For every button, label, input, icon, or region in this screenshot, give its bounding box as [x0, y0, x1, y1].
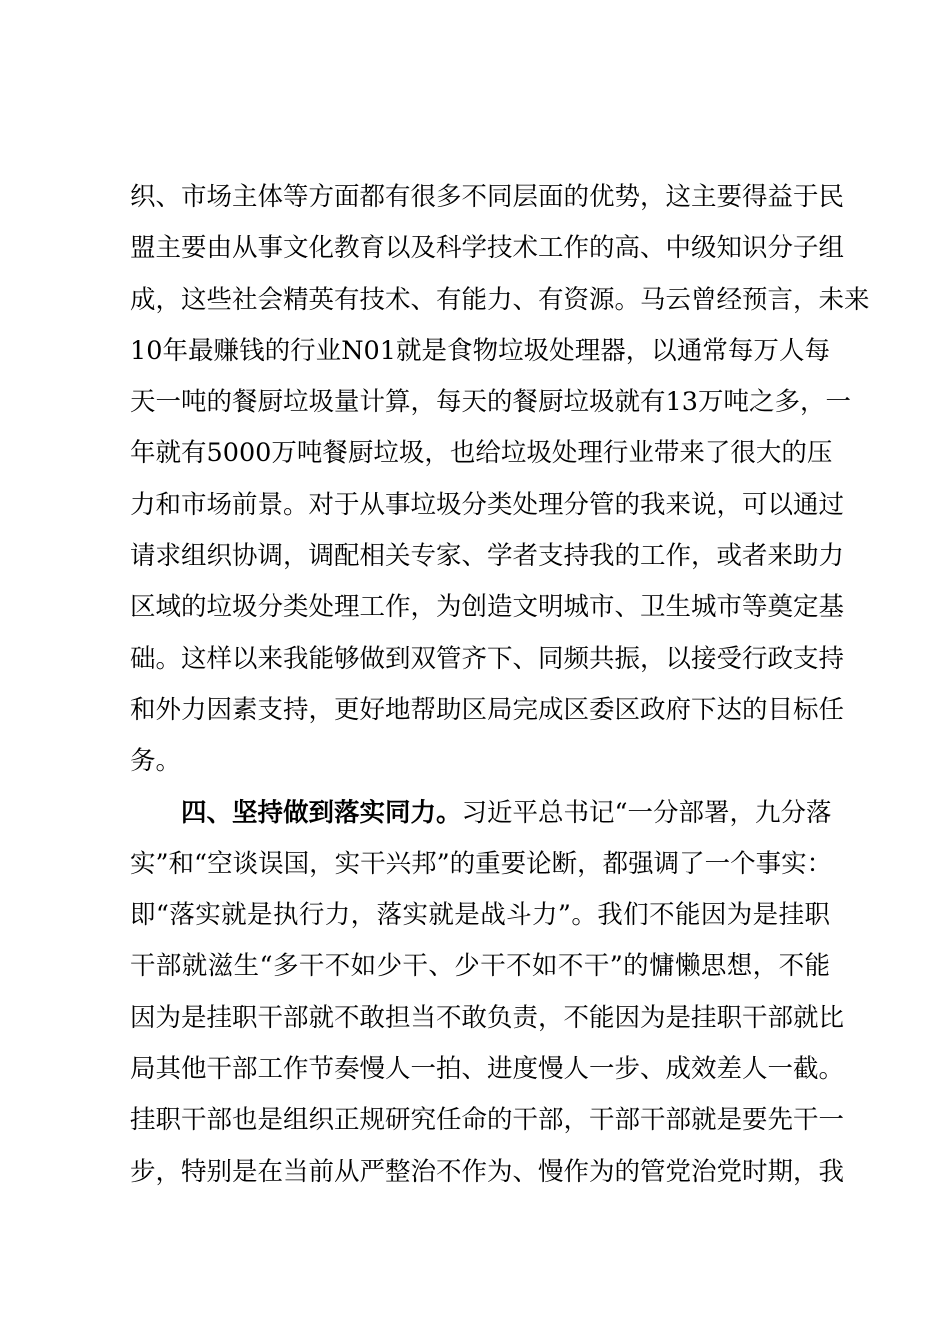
text-line: 和外力因素支持，更好地帮助区局完成区委区政府下达的目标任 — [130, 694, 845, 725]
section-heading: 四、坚持做到落实同力。 — [181, 797, 462, 828]
paragraph-section-four — [130, 788, 845, 1198]
text-line: 础。这样以来我能够做到双管齐下、同频共振，以接受行政支持 — [130, 643, 845, 674]
text-line: 请求组织协调，调配相关专家、学者支持我的工作，或者来助力 — [130, 541, 845, 572]
text-line — [130, 788, 830, 839]
text-line: 织、市场主体等方面都有很多不同层面的优势，这主要得益于民 — [130, 182, 845, 212]
text-line: 实”和“空谈误国，实干兴邦”的重要论断，都强调了一个事实： — [130, 848, 833, 879]
text-line: 10年最赚钱的行业N01就是食物垃圾处理器，以通常每万人每 — [130, 335, 830, 366]
text-line: 挂职干部也是组织正规研究任命的干部，干部干部就是要先干一 — [130, 1105, 845, 1136]
text-line: 天一吨的餐厨垃圾量计算，每天的餐厨垃圾就有13万吨之多，一 — [130, 387, 851, 418]
text-line: 即“落实就是执行力，落实就是战斗力”。我们不能因为是挂职 — [130, 900, 830, 931]
heading-line-rest: 习近平总书记“一分部署，九分落 — [461, 797, 832, 828]
text-line: 区域的垃圾分类处理工作，为创造文明城市、卫生城市等奠定基 — [130, 592, 845, 623]
text-line: 步，特别是在当前从严整治不作为、慢作为的管党治党时期，我 — [130, 1156, 845, 1187]
paragraph-continuation — [130, 172, 870, 788]
text-line: 年就有5000万吨餐厨垃圾，也给垃圾处理行业带来了很大的压 — [130, 438, 833, 469]
body-text — [130, 172, 870, 1198]
text-line: 力和市场前景。对于从事垃圾分类处理分管的我来说，可以通过 — [130, 489, 845, 520]
text-line: 因为是挂职干部就不敢担当不敢负责，不能因为是挂职干部就比 — [130, 1002, 845, 1033]
text-line: 干部就滋生“多干不如少干、少干不如不干”的慵懒思想，不能 — [130, 951, 830, 982]
text-line: 局其他干部工作节奏慢人一拍、进度慢人一步、成效差人一截。 — [130, 1054, 845, 1085]
text-line: 成，这些社会精英有技术、有能力、有资源。马云曾经预言，未来 — [130, 284, 870, 315]
text-line: 务。 — [130, 746, 182, 777]
text-line: 盟主要由从事文化教育以及科学技术工作的高、中级知识分子组 — [130, 233, 845, 264]
